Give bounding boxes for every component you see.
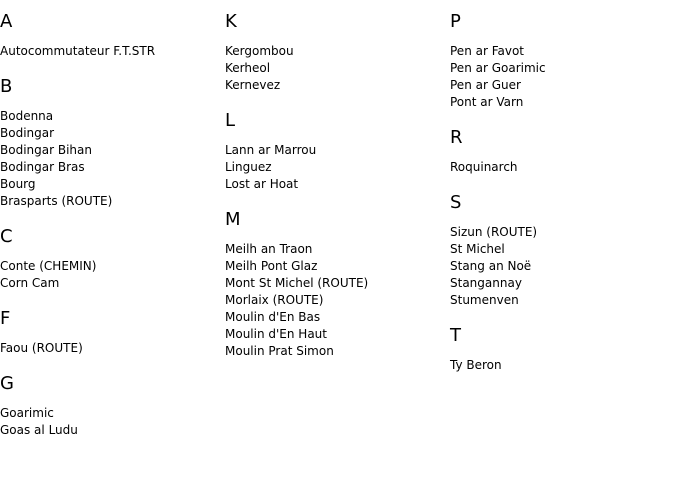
index-column bbox=[225, 12, 445, 377]
street-link[interactable]: Sizun (ROUTE) bbox=[450, 225, 538, 239]
street-list bbox=[450, 159, 670, 176]
street-list bbox=[225, 142, 445, 193]
street-list bbox=[225, 43, 445, 94]
letter-group-p bbox=[450, 12, 670, 111]
street-link[interactable]: Bodingar Bras bbox=[0, 160, 85, 174]
street-link[interactable]: Corn Cam bbox=[0, 276, 60, 290]
street-link[interactable]: Kerheol bbox=[225, 61, 271, 75]
street-link[interactable]: Conte (CHEMIN) bbox=[0, 259, 97, 273]
letter-group-c bbox=[0, 227, 220, 292]
street-link[interactable]: Stumenven bbox=[450, 293, 519, 307]
street-list bbox=[0, 340, 220, 357]
street-link[interactable]: Goarimic bbox=[0, 406, 54, 420]
street-link[interactable]: Autocommutateur F.T.STR bbox=[0, 44, 156, 58]
street-link[interactable]: Roquinarch bbox=[450, 160, 518, 174]
section-letter-heading: T bbox=[450, 325, 461, 346]
street-link[interactable]: Pen ar Guer bbox=[450, 78, 521, 92]
street-list bbox=[225, 241, 445, 360]
street-list bbox=[0, 405, 220, 439]
index-column bbox=[450, 12, 670, 391]
street-link[interactable]: Bodingar Bihan bbox=[0, 143, 92, 157]
section-letter-heading: M bbox=[225, 209, 241, 230]
street-link[interactable]: Pen ar Favot bbox=[450, 44, 525, 58]
street-link[interactable]: Meilh Pont Glaz bbox=[225, 259, 318, 273]
letter-group-b bbox=[0, 77, 220, 210]
letter-group-l bbox=[225, 111, 445, 193]
street-link[interactable]: Stang an Noë bbox=[450, 259, 532, 273]
street-link[interactable]: Lann ar Marrou bbox=[225, 143, 317, 157]
index-column bbox=[0, 12, 220, 456]
street-link[interactable]: Pen ar Goarimic bbox=[450, 61, 546, 75]
street-link[interactable]: Ty Beron bbox=[450, 358, 502, 372]
street-list bbox=[0, 108, 220, 210]
section-letter-heading: A bbox=[0, 11, 13, 32]
street-link[interactable]: Bodenna bbox=[0, 109, 54, 123]
street-link[interactable]: Pont ar Varn bbox=[450, 95, 524, 109]
street-list bbox=[0, 43, 220, 60]
street-list bbox=[450, 43, 670, 111]
street-link[interactable]: Bourg bbox=[0, 177, 36, 191]
section-letter-heading: P bbox=[450, 11, 461, 32]
street-link[interactable]: Mont St Michel (ROUTE) bbox=[225, 276, 369, 290]
letter-group-k bbox=[225, 12, 445, 94]
letter-group-g bbox=[0, 374, 220, 439]
street-link[interactable]: Brasparts (ROUTE) bbox=[0, 194, 113, 208]
street-link[interactable]: Meilh an Traon bbox=[225, 242, 313, 256]
street-link[interactable]: Goas al Ludu bbox=[0, 423, 78, 437]
letter-group-t bbox=[450, 326, 670, 374]
letter-group-f bbox=[0, 309, 220, 357]
street-link[interactable]: Stangannay bbox=[450, 276, 522, 290]
section-letter-heading: G bbox=[0, 373, 14, 394]
street-list bbox=[450, 224, 670, 309]
street-link[interactable]: St Michel bbox=[450, 242, 505, 256]
letter-group-a bbox=[0, 12, 220, 60]
street-link[interactable]: Lost ar Hoat bbox=[225, 177, 299, 191]
street-link[interactable]: Faou (ROUTE) bbox=[0, 341, 83, 355]
street-list bbox=[0, 258, 220, 292]
section-letter-heading: S bbox=[450, 192, 462, 213]
street-link[interactable]: Bodingar bbox=[0, 126, 55, 140]
street-link[interactable]: Moulin Prat Simon bbox=[225, 344, 334, 358]
street-link[interactable]: Linguez bbox=[225, 160, 272, 174]
street-link[interactable]: Morlaix (ROUTE) bbox=[225, 293, 324, 307]
section-letter-heading: K bbox=[225, 11, 237, 32]
section-letter-heading: R bbox=[450, 127, 463, 148]
letter-group-m bbox=[225, 210, 445, 360]
section-letter-heading: C bbox=[0, 226, 13, 247]
street-link[interactable]: Moulin d'En Haut bbox=[225, 327, 327, 341]
street-list bbox=[450, 357, 670, 374]
street-link[interactable]: Moulin d'En Bas bbox=[225, 310, 321, 324]
section-letter-heading: L bbox=[225, 110, 236, 131]
street-link[interactable]: Kernevez bbox=[225, 78, 281, 92]
letter-group-s bbox=[450, 193, 670, 309]
section-letter-heading: B bbox=[0, 76, 13, 97]
letter-group-r bbox=[450, 128, 670, 176]
street-link[interactable]: Kergombou bbox=[225, 44, 294, 58]
section-letter-heading: F bbox=[0, 308, 11, 329]
